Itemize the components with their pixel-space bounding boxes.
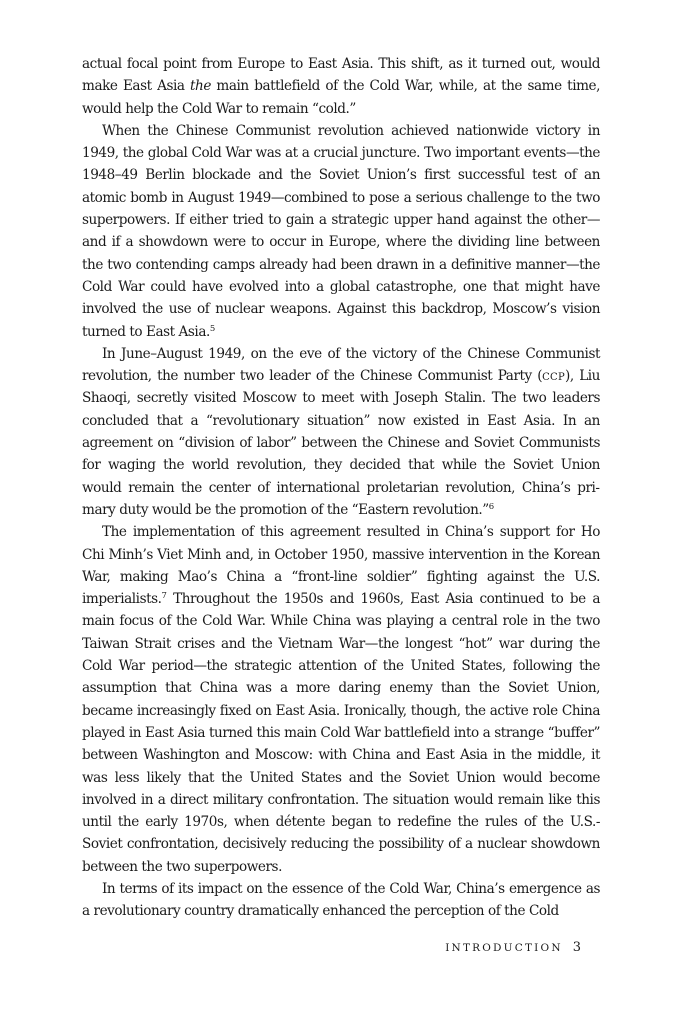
text-run: ), Liu Shaoqi, secretly visited Moscow to meet with Joseph Stalin. The two leaders concluded that a “revolutionary situation” now existed in East Asia. In an agreement on “division of labor” between the Chinese and Soviet Communists for waging the world revolution, they decided that while the Soviet Union would remain the center of international proletarian revolution, China’s primary duty would be the promotion of the “Eastern revolution.” [82, 368, 600, 518]
text-run: main battlefield of the Cold War, while, at the same time, would help the Cold War to remain “cold.” [82, 78, 601, 117]
page-number: 3 [572, 940, 581, 955]
small-caps-text: ccp [542, 368, 566, 385]
text-run: When the Chinese Communist revolution achieved nationwide victory in 1949, the global Cold War was at a crucial juncture. Two important events—the 1948–49 Berlin blockade and the Soviet Union’s first successful test of an atomic bomb in August 1949—combined to pose a serious challenge to the two superpowers. If either tried to gain a strategic upper hand against the other—and if a showdown were to occur in Europe, where the dividing line between the two contending camps already had been drawn in a definitive manner—the Cold War could have evolved into a global catastrophe, one that might have involved the use of nuclear weapons. Against this backdrop, Moscow’s vision turned to East Asia. [82, 122, 600, 340]
footnote-marker: 5 [209, 323, 215, 334]
text-run: Throughout the 1950s and 1960s, East Asia continued to be a main focus of the Cold War. While China was playing a central role in the two Taiwan Strait crises and the Vietnam War—the longest “hot” war during the Cold War period—the strategic attention of the United States, following the assumption that China was a more daring enemy than the Soviet Union, became increasingly fixed on East Asia. Ironically, though, the active role China played in East Asia turned this main Cold War battlefield into a strange “buffer” between Washington and Moscow: with China and East Asia in the middle, it was less likely that the United States and the Soviet Union would become involved in a direct military confrontation. The situation would remain like this until the early 1970s, when détente began to redefine the rules of the U.S.-Soviet confrontation, decisively reducing the possibility of a nuclear showdown between the two superpowers. [82, 591, 600, 875]
italic-text: the [190, 78, 211, 95]
text-run: The implementation of this agreement resulted in China’s support for Ho Chi Minh’s Viet Minh and, in October 1950, massive intervention in the Korean War, making Mao’s China a “front-line soldier” fighting against the U.S. imperialists. [82, 524, 600, 608]
text-run: In terms of its impact on the essence of the Cold War, China’s emergence as a revolutionary country dramatically enhanced the perception of the Cold [82, 880, 600, 920]
paragraph [82, 521, 600, 878]
page-body [82, 53, 600, 923]
paragraph [82, 878, 600, 923]
paragraph [82, 343, 600, 521]
text-run: actual focal point from Europe to East Asia. This shift, as it turned out, would make East Asia [82, 56, 600, 95]
paragraph [82, 120, 600, 343]
running-head: INTRODUCTION [445, 942, 563, 954]
text-run: In June–August 1949, on the eve of the victory of the Chinese Communist revolution, the number two leader of the Chinese Communist Party ( [82, 345, 600, 385]
footnote-marker: 7 [161, 591, 167, 602]
page-footer [445, 940, 581, 955]
paragraph [82, 53, 600, 120]
footnote-marker: 6 [488, 501, 494, 512]
